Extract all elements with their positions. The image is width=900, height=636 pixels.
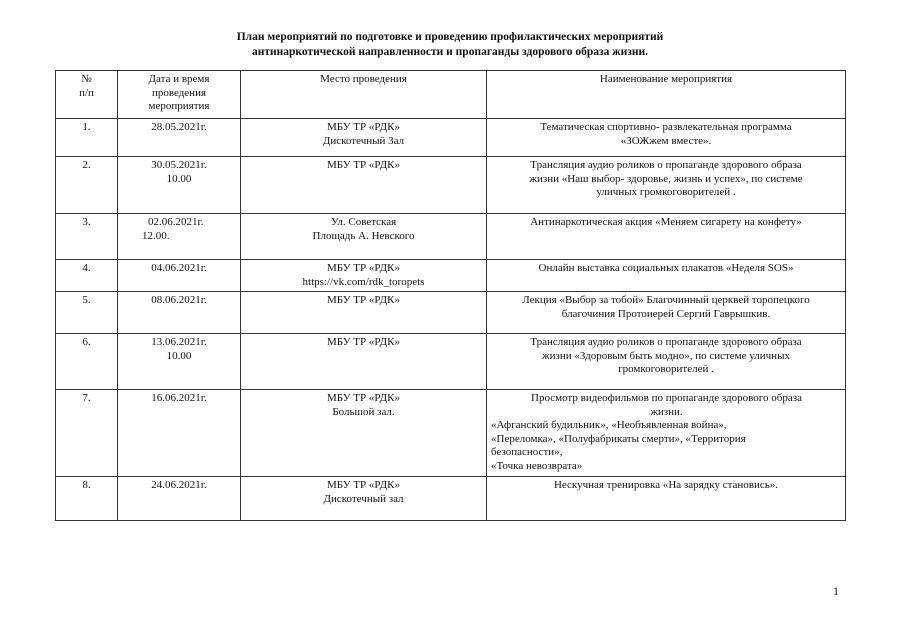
row-number: 5. bbox=[56, 292, 118, 334]
row-number: 3. bbox=[56, 214, 118, 260]
row-place: МБУ ТР «РДК» https://vk.com/rdk_toropets bbox=[241, 260, 487, 292]
row-date: 30.05.2021г. 10.00 bbox=[118, 157, 241, 214]
row-place: Ул. Советская Площадь А. Невского bbox=[241, 214, 487, 260]
row-event-name: Трансляция аудио роликов о пропаганде здорового образа жизни «Наш выбор- здоровье, жизнь и успех», по системе уличных громкоговорителей . bbox=[487, 157, 846, 214]
events-table bbox=[55, 70, 846, 521]
row-number: 1. bbox=[56, 119, 118, 157]
title-line-2: антинаркотической направленности и пропаганды здорового образа жизни. bbox=[251, 46, 648, 58]
table-row bbox=[56, 390, 846, 477]
row-place: МБУ ТР «РДК» bbox=[241, 292, 487, 334]
header-place: Место проведения bbox=[241, 71, 487, 119]
row-place: МБУ ТР «РДК» bbox=[241, 334, 487, 390]
row-number: 8. bbox=[56, 477, 118, 521]
row-event-name: Онлайн выставка социальных плакатов «Неделя SOS» bbox=[487, 260, 846, 292]
row-date: 02.06.2021г. 12.00. bbox=[118, 214, 241, 260]
row-place: МБУ ТР «РДК» bbox=[241, 157, 487, 214]
row-event-name: Лекция «Выбор за тобой» Благочинный церквей торопецкого благочиния Протоиерей Сергий Гаврышкив. bbox=[487, 292, 846, 334]
row-event-name: Трансляция аудио роликов о пропаганде здорового образа жизни «Здоровым быть модно», по системе уличных громкоговорителей . bbox=[487, 334, 846, 390]
row-place: МБУ ТР «РДК» Большой зал. bbox=[241, 390, 487, 477]
table-row bbox=[56, 477, 846, 521]
row-place: МБУ ТР «РДК» Дискотечный Зал bbox=[241, 119, 487, 157]
row-number: 2. bbox=[56, 157, 118, 214]
row-event-name: Тематическая спортивно- развлекательная программа «ЗОЖжем вместе». bbox=[487, 119, 846, 157]
row-number: 4. bbox=[56, 260, 118, 292]
header-number: № п/п bbox=[56, 71, 118, 119]
row-date: 13.06.2021г. 10.00 bbox=[118, 334, 241, 390]
table-header-row bbox=[56, 71, 846, 119]
header-event-name: Наименование мероприятия bbox=[487, 71, 846, 119]
row-date: 08.06.2021г. bbox=[118, 292, 241, 334]
table-row bbox=[56, 292, 846, 334]
row-number: 6. bbox=[56, 334, 118, 390]
table-row bbox=[56, 334, 846, 390]
table-row bbox=[56, 157, 846, 214]
table-row bbox=[56, 214, 846, 260]
document-title bbox=[0, 30, 900, 60]
row-number: 7. bbox=[56, 390, 118, 477]
row-date: 16.06.2021г. bbox=[118, 390, 241, 477]
row-event-name: Нескучная тренировка «На зарядку становись». bbox=[487, 477, 846, 521]
row-event-name: Антинаркотическая акция «Меняем сигарету на конфету» bbox=[487, 214, 846, 260]
row-date: 04.06.2021г. bbox=[118, 260, 241, 292]
row-place: МБУ ТР «РДК» Дискотечный зал bbox=[241, 477, 487, 521]
page-number: 1 bbox=[833, 584, 839, 598]
table-row bbox=[56, 119, 846, 157]
title-line-1: План мероприятий по подготовке и проведению профилактических мероприятий bbox=[236, 31, 664, 43]
header-date: Дата и время проведения мероприятия bbox=[118, 71, 241, 119]
row-event-name: Просмотр видеофильмов по пропаганде здорового образа жизни. «Афганский будильник», «Необъявленная война», «Переломка», «Полуфабрикаты смерти», «Территория безопасности», «Точка невозврата» bbox=[487, 390, 846, 477]
row-date: 28.05.2021г. bbox=[118, 119, 241, 157]
row-date: 24.06.2021г. bbox=[118, 477, 241, 521]
table-row bbox=[56, 260, 846, 292]
